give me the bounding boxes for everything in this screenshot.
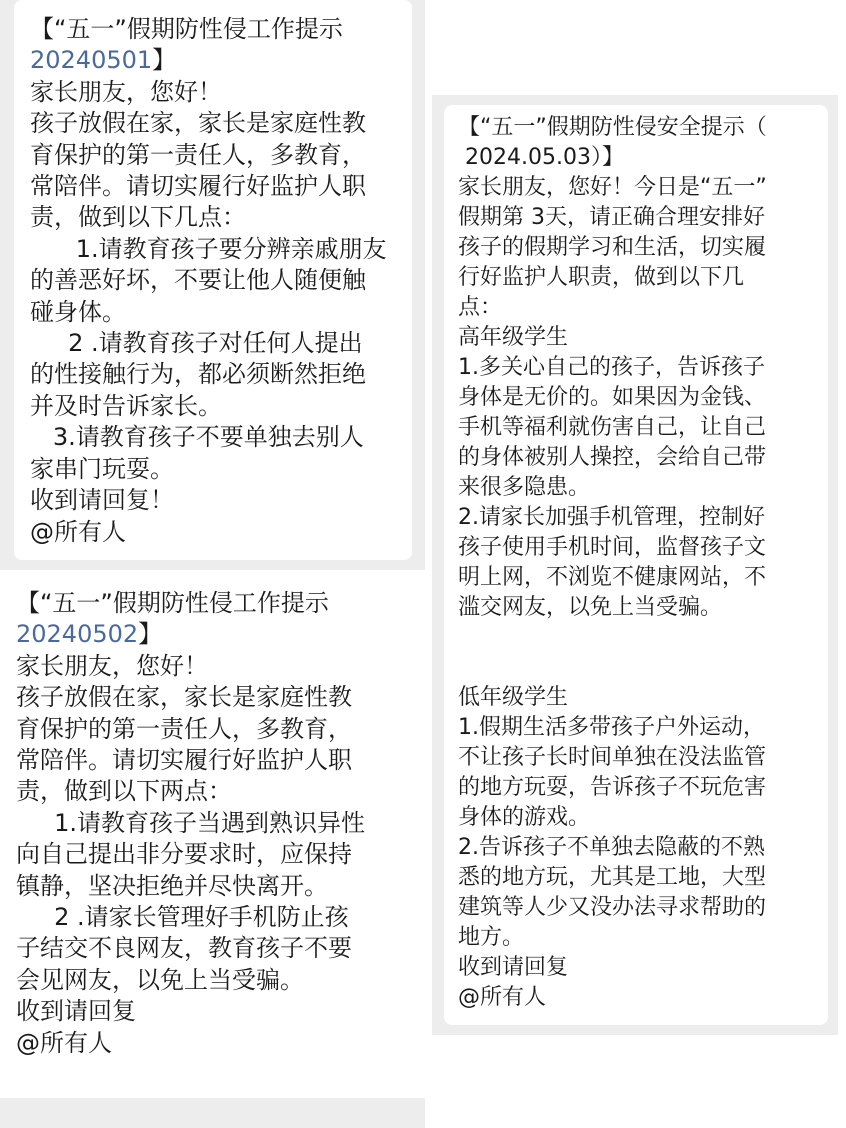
message-title-date: 2024.05.03）】 bbox=[458, 145, 624, 170]
message-line: 收到请回复！ bbox=[30, 486, 174, 515]
message-line: 常陪伴。请切实履行好监护人职 bbox=[16, 746, 352, 775]
message-line: 建筑等人少又没办法寻求帮助的 bbox=[458, 895, 767, 920]
message-title: 【“五一”假期防性侵工作提示 bbox=[30, 15, 343, 43]
message-title-date: 20240501】 bbox=[30, 46, 177, 75]
message-line: 碰身体。 bbox=[30, 297, 126, 326]
message-line: 行好监护人职责，做到以下几 bbox=[458, 265, 745, 290]
message-line: 2.请家长加强手机管理，控制好 bbox=[458, 505, 765, 530]
message-line: 孩子放假在家，家长是家庭性教 bbox=[30, 109, 366, 138]
message-line: 2.告诉孩子不单独去隐蔽的不熟 bbox=[458, 835, 765, 860]
message-line: 常陪伴。请切实履行好监护人职 bbox=[30, 172, 366, 201]
date-link[interactable]: 20240502 bbox=[16, 620, 139, 649]
message-line: 育保护的第一责任人，多教育， bbox=[16, 714, 352, 743]
message-line: 家长朋友，您好！ bbox=[16, 651, 208, 680]
message-line: 的身体被别人操控，会给自己带 bbox=[458, 445, 767, 470]
message-line: 收到请回复 bbox=[458, 955, 569, 980]
message-line: 假期第 3天，请正确合理安排好 bbox=[458, 205, 765, 230]
message-line: 身体是无价的。如果因为金钱、 bbox=[458, 385, 767, 410]
message-bubble-0502[interactable] bbox=[0, 578, 425, 1098]
message-line: 身体的游戏。 bbox=[458, 805, 591, 830]
message-line: 孩子的假期学习和生活，切实履 bbox=[458, 235, 767, 260]
message-line: 的地方玩耍，告诉孩子不玩危害 bbox=[458, 775, 767, 800]
mention-all[interactable]: @所有人 bbox=[16, 1028, 112, 1057]
message-line: 1.请教育孩子当遇到熟识异性 bbox=[16, 808, 366, 837]
message-line: 不让孩子长时间单独在没法监管 bbox=[458, 745, 767, 770]
message-line: 向自己提出非分要求时，应保持 bbox=[16, 840, 352, 869]
message-title: 【“五一”假期防性侵工作提示 bbox=[16, 589, 329, 617]
message-line: 镇静，坚决拒绝并尽快离开。 bbox=[16, 871, 328, 900]
message-line: 子结交不良网友，教育孩子不要 bbox=[16, 934, 352, 963]
mention-all[interactable]: @所有人 bbox=[30, 517, 126, 546]
message-line: 手机等福利就伤害自己，让自己 bbox=[458, 415, 767, 440]
message-title: 【“五一”假期防性侵安全提示（ bbox=[458, 115, 767, 140]
message-line: 孩子使用手机时间，监督孩子文 bbox=[458, 535, 767, 560]
date-link[interactable]: 20240501 bbox=[30, 46, 153, 75]
message-line: 的善恶好坏，不要让他人随便触 bbox=[30, 266, 366, 295]
message-line: 点： bbox=[458, 295, 503, 320]
message-line: 责，做到以下两点： bbox=[16, 777, 232, 806]
paragraph-gap bbox=[458, 623, 828, 683]
message-title-date: 20240502】 bbox=[16, 620, 163, 649]
message-line: 悉的地方玩，尤其是工地，大型 bbox=[458, 865, 767, 890]
message-line: 并及时告诉家长。 bbox=[30, 391, 222, 420]
message-line: 1.多关心自己的孩子，告诉孩子 bbox=[458, 355, 765, 380]
message-line: 1.假期生活多带孩子户外运动， bbox=[458, 715, 765, 740]
message-line: 2 .请家长管理好手机防止孩 bbox=[16, 903, 349, 932]
message-line: 孩子放假在家，家长是家庭性教 bbox=[16, 683, 352, 712]
message-line: 滥交网友，以免上当受骗。 bbox=[458, 595, 723, 620]
message-line: 的性接触行为，都必须断然拒绝 bbox=[30, 360, 366, 389]
message-line: 收到请回复 bbox=[16, 997, 136, 1026]
message-line: 家串门玩耍。 bbox=[30, 454, 174, 483]
message-line: 责，做到以下几点： bbox=[30, 203, 246, 232]
message-line: 来很多隐患。 bbox=[458, 475, 591, 500]
chat-panel-bottom-left bbox=[0, 1098, 425, 1128]
message-line: 地方。 bbox=[458, 925, 525, 950]
message-bubble-0501[interactable] bbox=[14, 0, 412, 560]
message-line: 3.请教育孩子不要单独去别人 bbox=[30, 423, 364, 452]
message-line: 会见网友，以免上当受骗。 bbox=[16, 965, 304, 994]
section-heading-senior: 高年级学生 bbox=[458, 325, 569, 350]
message-line: 家长朋友，您好！今日是“五一” bbox=[458, 175, 767, 200]
message-line: 2 .请教育孩子对任何人提出 bbox=[30, 329, 363, 358]
mention-all[interactable]: @所有人 bbox=[458, 985, 547, 1010]
message-bubble-0503[interactable] bbox=[444, 105, 828, 1025]
message-line: 明上网，不浏览不健康网站，不 bbox=[458, 565, 767, 590]
message-line: 育保护的第一责任人，多教育， bbox=[30, 140, 366, 169]
message-line: 1.请教育孩子要分辨亲戚朋友 bbox=[30, 234, 387, 263]
section-heading-junior: 低年级学生 bbox=[458, 685, 569, 710]
message-line: 家长朋友，您好！ bbox=[30, 77, 222, 106]
